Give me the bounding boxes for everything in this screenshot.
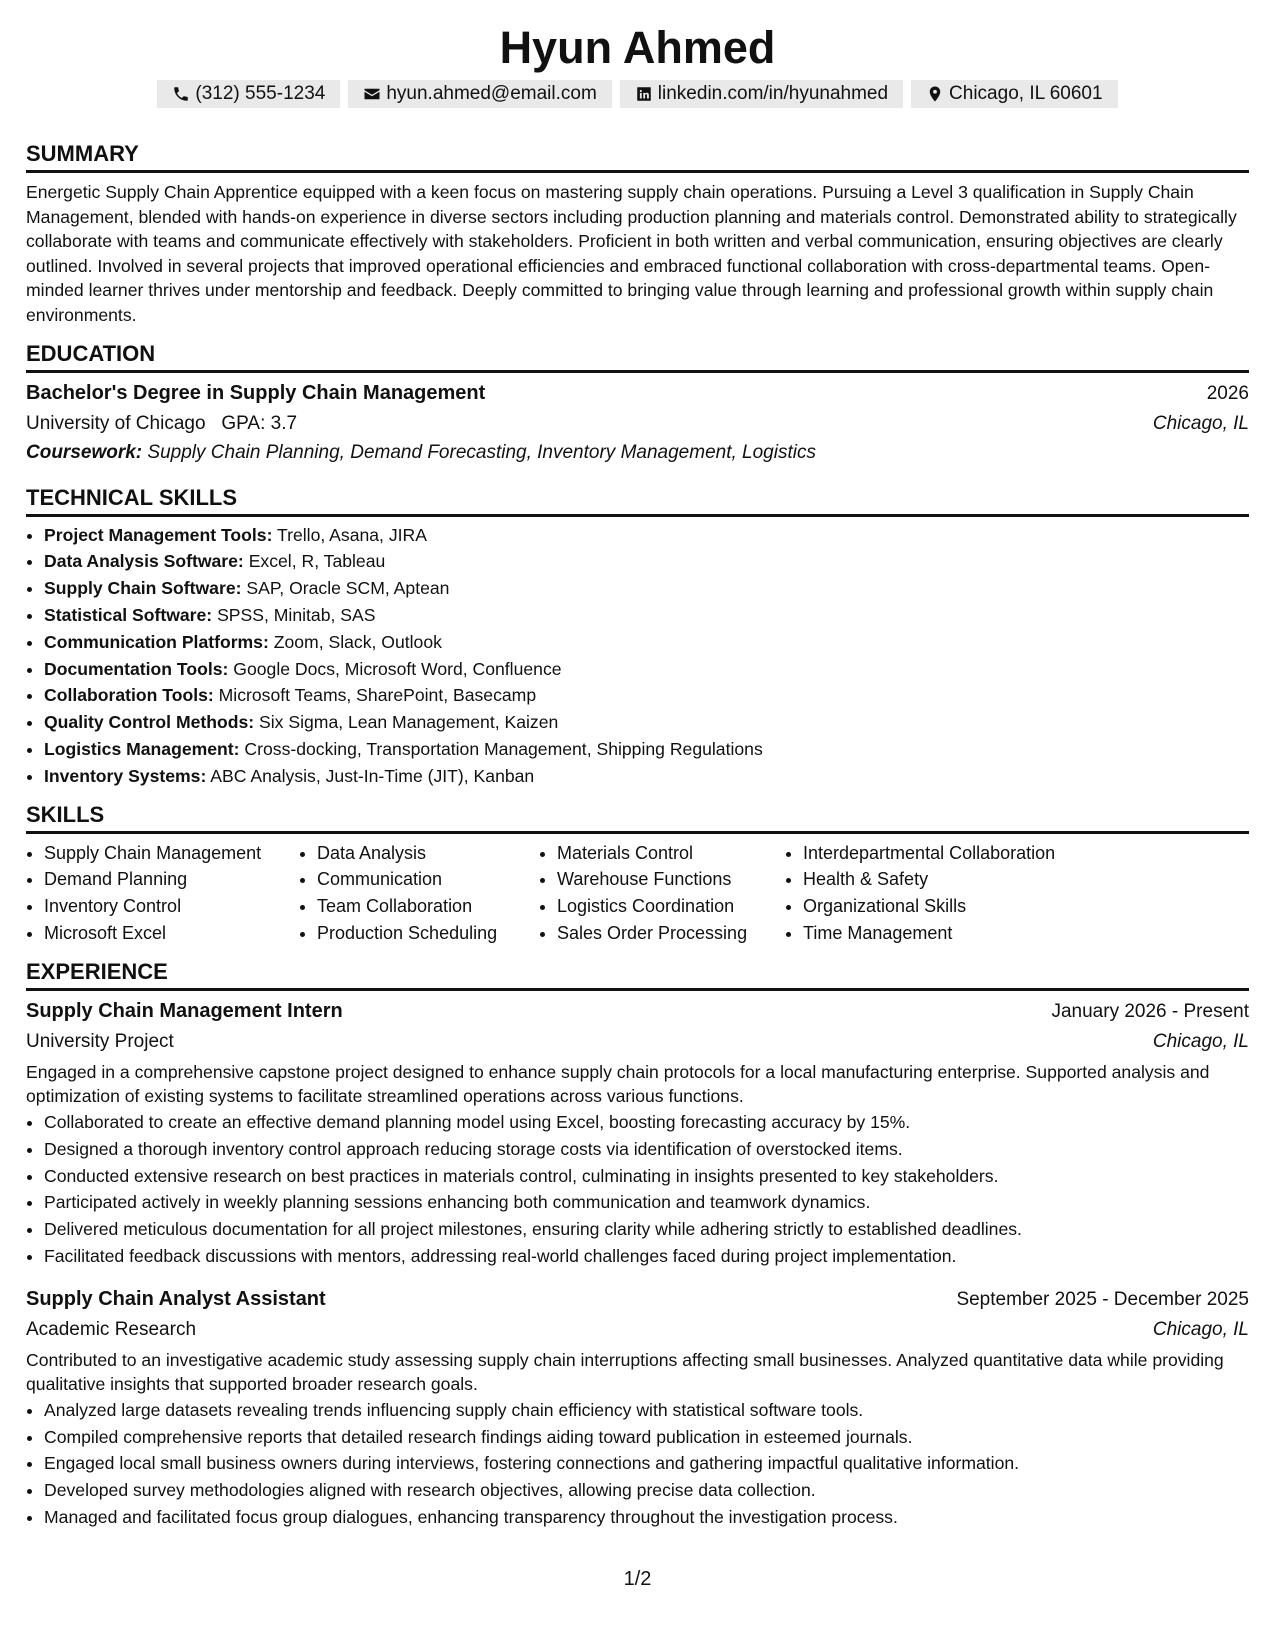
contact-phone[interactable] [157, 80, 340, 108]
experience-list [26, 996, 1249, 1531]
technical-skill-label: Logistics Management: [44, 738, 240, 759]
technical-skill-value: Excel, R, Tableau [248, 551, 386, 572]
coursework-label: Coursework: [26, 441, 143, 463]
skill-item: • Microsoft Excel [44, 920, 299, 947]
education-location: Chicago, IL [1152, 412, 1249, 434]
skill-item: • Warehouse Functions [557, 866, 785, 893]
job-bullet: • Developed survey methodologies aligned with research objectives, allowing precise data collection. [44, 1477, 1249, 1504]
skill-item: • Supply Chain Management [44, 840, 299, 867]
technical-skills-list [26, 522, 1249, 790]
contact-email-text: hyun.ahmed@email.com [386, 83, 597, 104]
skill-item: • Communication [317, 866, 539, 893]
technical-skill-item [44, 602, 1249, 629]
technical-skill-value: Zoom, Slack, Outlook [273, 631, 442, 652]
job-bullets [26, 1397, 1249, 1531]
technical-skill-value: Cross-docking, Transportation Management, Shipping Regulations [244, 738, 763, 759]
technical-skill-item [44, 575, 1249, 602]
technical-skill-label: Project Management Tools: [44, 524, 273, 545]
contact-phone-text: (312) 555-1234 [195, 83, 326, 104]
experience-section [26, 959, 1249, 1531]
experience-entry [26, 1284, 1249, 1531]
job-dates: September 2025 - December 2025 [956, 1288, 1249, 1310]
contact-email[interactable] [348, 80, 611, 108]
contact-bar [26, 80, 1249, 108]
job-bullet: • Conducted extensive research on best practices in materials control, culminating in insights presented to key stakeholders. [44, 1163, 1249, 1190]
contact-linkedin[interactable] [620, 80, 903, 108]
technical-skill-item [44, 736, 1249, 763]
graduation-year: 2026 [1206, 382, 1249, 404]
technical-skill-value: Microsoft Teams, SharePoint, Basecamp [218, 685, 537, 706]
education-section [26, 341, 1249, 467]
job-title: Supply Chain Analyst Assistant [26, 1287, 326, 1310]
gpa: GPA: 3.7 [221, 412, 298, 434]
skill-item: • Logistics Coordination [557, 893, 785, 920]
coursework [26, 438, 1249, 467]
job-bullets [26, 1109, 1249, 1270]
technical-skill-item [44, 709, 1249, 736]
envelope-icon [363, 85, 381, 103]
job-org-row [26, 1027, 1249, 1056]
job-organization: University Project [26, 1030, 174, 1052]
technical-skill-value: Google Docs, Microsoft Word, Confluence [233, 658, 562, 679]
technical-skill-value: Six Sigma, Lean Management, Kaizen [259, 712, 559, 733]
degree: Bachelor's Degree in Supply Chain Management [26, 381, 486, 404]
technical-skill-label: Statistical Software: [44, 604, 213, 625]
contact-location-text: Chicago, IL 60601 [949, 83, 1103, 104]
skill-item: • Production Scheduling [317, 920, 539, 947]
job-organization: Academic Research [26, 1318, 197, 1340]
technical-skill-label: Supply Chain Software: [44, 578, 242, 599]
skills-column [26, 840, 299, 947]
technical-skill-value: SAP, Oracle SCM, Aptean [246, 578, 450, 599]
technical-skill-label: Data Analysis Software: [44, 551, 244, 572]
education-school-row [26, 409, 1249, 438]
contact-linkedin-text: linkedin.com/in/hyunahmed [657, 83, 889, 104]
technical-skill-label: Communication Platforms: [44, 631, 269, 652]
linkedin-icon [635, 85, 653, 103]
section-title: TECHNICAL SKILLS [26, 485, 1249, 517]
skills-section [26, 802, 1249, 947]
technical-skill-item [44, 682, 1249, 709]
skill-item: • Materials Control [557, 840, 785, 867]
job-description: Engaged in a comprehensive capstone project designed to enhance supply chain protocols for a local manufacturing enterprise. Supported analysis and optimization of existing systems to facilitate streamlined operations across various functions. [26, 1061, 1210, 1107]
skill-item: • Inventory Control [44, 893, 299, 920]
section-title: EDUCATION [26, 341, 1249, 373]
section-title: SUMMARY [26, 141, 1249, 173]
job-title: Supply Chain Management Intern [26, 999, 343, 1022]
job-dates: January 2026 - Present [1051, 1000, 1249, 1022]
contact-location [911, 80, 1118, 108]
job-description: Contributed to an investigative academic study assessing supply chain interruptions affecting small businesses. Analyzed quantitative data while providing qualitative insights that supported broader research goals. [26, 1349, 1224, 1395]
skills-column [785, 840, 1103, 947]
job-bullet: • Designed a thorough inventory control approach reducing storage costs via identification of overstocked items. [44, 1136, 1249, 1163]
phone-icon [172, 85, 190, 103]
job-header-row [26, 1284, 1249, 1315]
summary-section [26, 141, 1249, 328]
skill-item: • Demand Planning [44, 866, 299, 893]
job-bullet: • Facilitated feedback discussions with mentors, addressing real-world challenges faced during project implementation. [44, 1243, 1249, 1270]
resume-page [26, 18, 1249, 1531]
job-bullet: • Compiled comprehensive reports that detailed research findings aiding toward publication in esteemed journals. [44, 1424, 1249, 1451]
map-pin-icon [926, 85, 944, 103]
job-bullet: • Analyzed large datasets revealing trends influencing supply chain efficiency with statistical software tools. [44, 1397, 1249, 1424]
skill-item: • Time Management [803, 920, 1103, 947]
job-header-row [26, 996, 1249, 1027]
job-bullet: • Engaged local small business owners during interviews, fostering connections and gathering impactful qualitative information. [44, 1450, 1249, 1477]
job-location: Chicago, IL [1152, 1030, 1249, 1052]
experience-entry [26, 996, 1249, 1270]
section-title: SKILLS [26, 802, 1249, 834]
section-title: EXPERIENCE [26, 959, 1249, 991]
skill-item: • Health & Safety [803, 866, 1103, 893]
technical-skill-item [44, 629, 1249, 656]
technical-skill-item [44, 763, 1249, 790]
job-location: Chicago, IL [1152, 1318, 1249, 1340]
technical-skills-section [26, 485, 1249, 790]
technical-skill-item [44, 522, 1249, 549]
summary-text: Energetic Supply Chain Apprentice equipped with a keen focus on mastering supply chain operations. Pursuing a Level 3 qualification in Supply Chain Management, blended with hands-on experience in diverse sectors including production planning and materials control. Demonstrated ability to strategically collaborate with teams and communicate effectively with stakeholders. Proficient in both written and verbal communication, ensuring objectives are clearly outlined. Involved in several projects that improved operational efficiencies and embraced functional collaboration with cross-departmental teams. Open-minded learner thrives under mentorship and feedback. Deeply committed to bringing value through learning and professional growth within supply chain environments. [26, 182, 1237, 325]
school: University of Chicago [26, 412, 206, 434]
skill-item: • Sales Order Processing [557, 920, 785, 947]
skill-item: • Interdepartmental Collaboration [803, 840, 1103, 867]
skills-grid [26, 840, 1249, 947]
job-org-row [26, 1315, 1249, 1344]
candidate-name: Hyun Ahmed [499, 22, 776, 73]
technical-skill-label: Quality Control Methods: [44, 712, 255, 733]
skill-item: • Organizational Skills [803, 893, 1103, 920]
job-bullet: • Delivered meticulous documentation for all project milestones, ensuring clarity while adhering strictly to established deadlines. [44, 1216, 1249, 1243]
technical-skill-value: SPSS, Minitab, SAS [217, 604, 376, 625]
page-number: 1/2 [623, 1568, 652, 1590]
skills-column [299, 840, 539, 947]
skill-item: • Data Analysis [317, 840, 539, 867]
skill-item: • Team Collaboration [317, 893, 539, 920]
technical-skill-item [44, 548, 1249, 575]
coursework-list: Supply Chain Planning, Demand Forecasting, Inventory Management, Logistics [147, 441, 816, 463]
technical-skill-item [44, 656, 1249, 683]
technical-skill-value: ABC Analysis, Just-In-Time (JIT), Kanban [210, 765, 535, 786]
technical-skill-label: Documentation Tools: [44, 658, 229, 679]
job-bullet: • Participated actively in weekly planning sessions enhancing both communication and teamwork dynamics. [44, 1189, 1249, 1216]
technical-skill-label: Collaboration Tools: [44, 685, 214, 706]
technical-skill-label: Inventory Systems: [44, 765, 207, 786]
technical-skill-value: Trello, Asana, JIRA [277, 524, 427, 545]
education-row [26, 378, 1249, 409]
job-bullet: • Collaborated to create an effective demand planning model using Excel, boosting forecasting accuracy by 15%. [44, 1109, 1249, 1136]
job-bullet: • Managed and facilitated focus group dialogues, enhancing transparency throughout the investigation process. [44, 1504, 1249, 1531]
skills-column [539, 840, 785, 947]
